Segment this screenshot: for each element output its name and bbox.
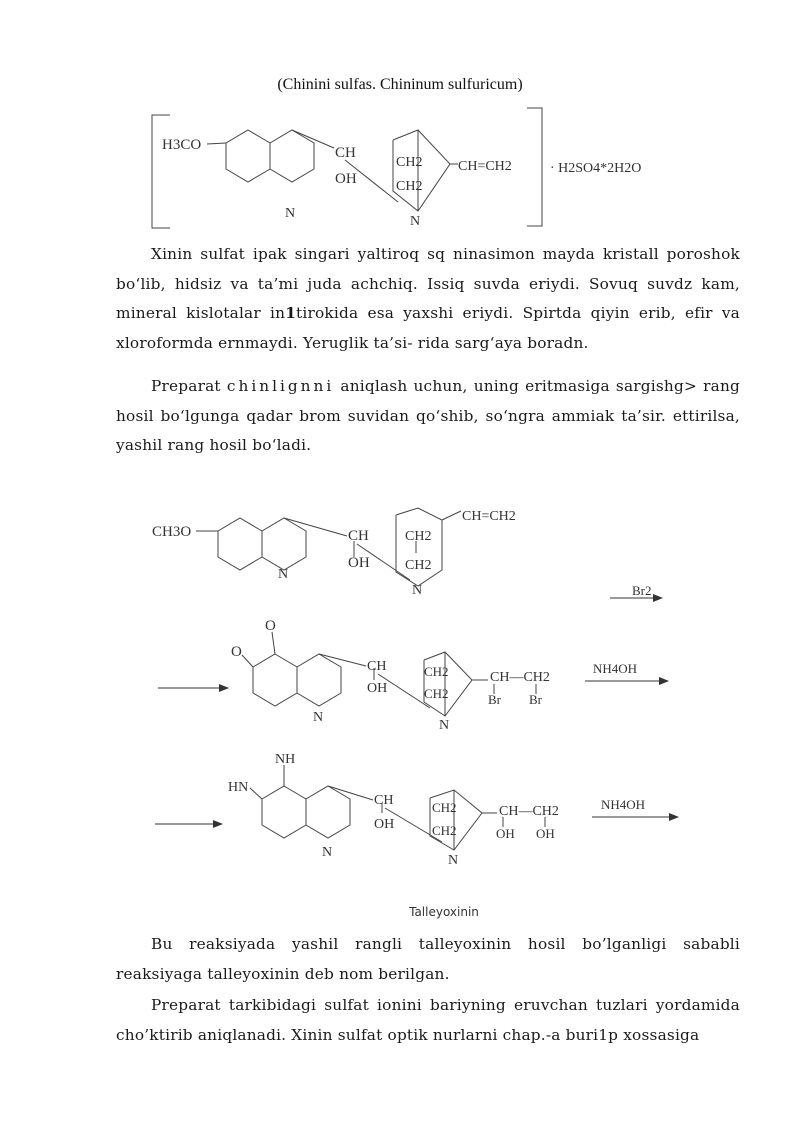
pyridine-ring	[262, 518, 306, 570]
imine-label: HN	[228, 780, 249, 795]
pyridine-ring	[306, 786, 350, 838]
reagent-label: NH4OH	[593, 661, 638, 676]
talleyoxinin-structure	[155, 765, 545, 850]
chain-label: CH—CH2	[490, 670, 550, 685]
ch2-label: CH2	[405, 558, 432, 573]
right-bracket	[527, 108, 542, 226]
methoxy-label: H3CO	[162, 137, 202, 153]
oxygen-label: O	[231, 644, 242, 660]
talleyoxinin-labels	[228, 752, 678, 868]
hydroxyl-label: OH	[496, 826, 515, 841]
dibromo-intermediate-structure	[158, 632, 536, 716]
salt-label: · H2SO4*2H2O	[550, 161, 642, 176]
paragraph-sulfate	[116, 991, 740, 1050]
ch2-label: CH2	[424, 686, 449, 701]
nitrogen-label: N	[313, 710, 324, 725]
ch-label: CH	[348, 528, 369, 544]
paragraph-text: aniqlash uchun, uning eritmasiga sargishg> rang hosil bo‘lgunga qadar brom suvidan qo‘shib, so‘ngra ammiak ta’sir. ettirilsa, yashil rang hosil bo‘ladi.	[116, 377, 741, 454]
quinine-sulfate-labels	[162, 137, 641, 229]
paragraph-text: Bu reaksiyada yashil rangli talleyoxinin hosil bo’lganligi sababli reaksiyaga talleyoxinin deb nom berilgan.	[116, 935, 740, 983]
chain-label: CH—CH2	[499, 804, 559, 819]
quinine-labels	[152, 509, 662, 598]
ch2-label: CH2	[396, 155, 423, 170]
bromine-label: Br	[529, 692, 542, 707]
oxygen-label: O	[265, 618, 276, 634]
left-bracket	[152, 115, 170, 228]
bromine-label: Br	[488, 692, 501, 707]
ch-label: CH	[367, 659, 387, 674]
oh-label: OH	[348, 555, 370, 571]
page-title: (Chinini sulfas. Chininum sulfuricum)	[277, 76, 523, 93]
reagent-label: NH4OH	[601, 797, 646, 812]
methoxy-label: CH3O	[152, 524, 192, 540]
benzene-ring	[226, 130, 270, 182]
quinine-structure	[196, 508, 461, 586]
oh-label: OH	[335, 171, 357, 187]
imine-label: NH	[275, 752, 296, 767]
quinone-ring	[253, 654, 297, 706]
paragraph-text: Xinin sulfat ipak singari yaltiroq sq ninasimon mayda kristall poroshok bo‘lib, hidsiz va ta’mi juda achchiq. Issiq suvda eriydi. Sovuq suvdz kam, mineral kislotalar in	[116, 245, 740, 322]
paragraph-text: tirokida esa yaxshi eriydi. Spirtda qiyin erib, efir va xloroformda ernmaydi. Yeruglik ta’si- rida sarg‘aya boradn.	[116, 304, 740, 352]
paragraph-talleyoxinin	[116, 930, 740, 989]
ch2-label: CH2	[432, 800, 457, 815]
ch-label: CH	[335, 145, 356, 161]
nitrogen-label: N	[410, 214, 421, 229]
paragraph-text: Preparat tarkibidagi sulfat ionini bariyning eruvchan tuzlari yordamida cho’ktirib aniqlanadi. Xinin sulfat optik nurlarni chap.-a buri1p xossasiga	[116, 996, 740, 1044]
hydroxyl-label: OH	[536, 826, 555, 841]
oh-label: OH	[374, 817, 395, 832]
nitrogen-label: N	[322, 845, 333, 860]
paragraph-text-bold: 1	[285, 304, 297, 322]
pyridine-ring	[297, 654, 341, 706]
paragraph-properties	[116, 240, 740, 358]
paragraph-text-spaced: chinlignni	[226, 377, 335, 395]
ch-label: CH	[374, 793, 394, 808]
pyridine-ring	[270, 130, 314, 182]
imine-ring	[262, 786, 306, 838]
ch2-label: CH2	[396, 179, 423, 194]
ch2-label: CH2	[405, 529, 432, 544]
reagent-label: Br2	[632, 583, 652, 598]
nitrogen-label: N	[439, 718, 450, 733]
paragraph-identification	[116, 372, 740, 461]
ch2-label: CH2	[432, 823, 457, 838]
nitrogen-label: N	[278, 567, 289, 582]
benzene-ring	[218, 518, 262, 570]
talleyoxinin-caption: Talleyoxinin	[409, 905, 479, 919]
nitrogen-label: N	[285, 206, 296, 221]
paragraph-text: Preparat	[151, 377, 227, 395]
ch2-label: CH2	[424, 664, 449, 679]
oh-label: OH	[367, 681, 388, 696]
nitrogen-label: N	[448, 853, 459, 868]
nitrogen-label: N	[412, 583, 423, 598]
vinyl-label: CH=CH2	[462, 509, 516, 524]
vinyl-label: CH=CH2	[458, 159, 512, 174]
